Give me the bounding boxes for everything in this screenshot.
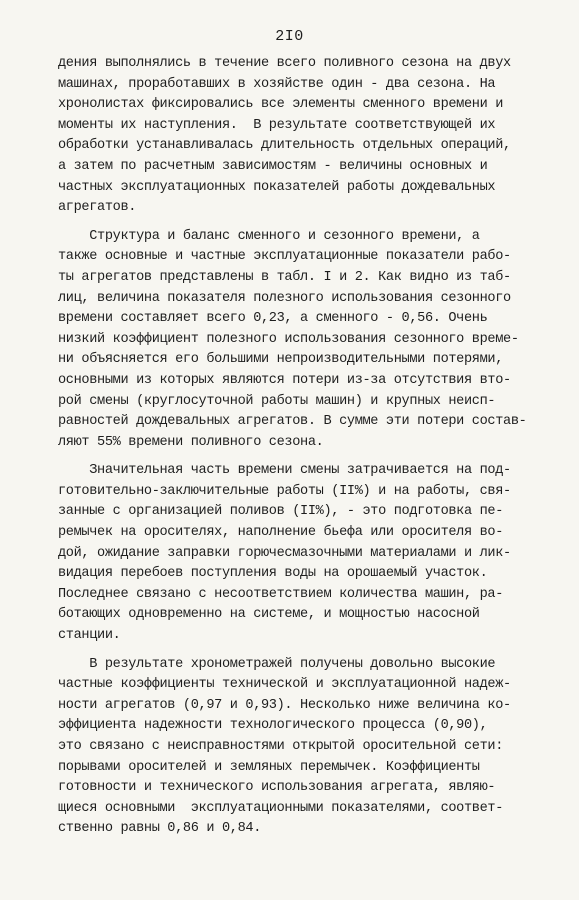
text-line: ни объясняется его большими непроизводительными потерями, <box>58 352 504 368</box>
text-line: частные коэффициенты технической и эксплуатационной надеж- <box>58 677 511 693</box>
paragraph <box>58 227 538 454</box>
text-line: станции. <box>58 628 121 644</box>
text-line: моменты их наступления. В результате соответствующей их <box>58 117 496 133</box>
page-number: 2I0 <box>275 28 304 45</box>
text-line: низкий коэффициент полезного использования сезонного време- <box>58 331 519 347</box>
text-line: ты агрегатов представлены в табл. I и 2. Как видно из таб- <box>58 269 511 285</box>
paragraph <box>58 461 538 646</box>
paragraph <box>58 54 538 219</box>
text-line: ботающих одновременно на системе, и мощностью насосной <box>58 607 480 623</box>
text-line: это связано с неисправностями открытой оросительной сети: <box>58 739 504 754</box>
text-line: Структура и баланс сменного и сезонного времени, а <box>58 228 480 244</box>
body-text <box>58 54 538 840</box>
paragraph-spacer <box>58 647 538 655</box>
text-line: рой смены (круглосуточной работы машин) и крупных неисп- <box>58 393 496 409</box>
text-line: готовительно-заключительные работы (II%) и на работы, свя- <box>58 483 511 499</box>
text-line: частных эксплуатационных показателей работы дождевальных <box>58 179 496 195</box>
text-line: занные с организацией поливов (II%), - это подготовка пе- <box>58 504 504 520</box>
text-line: лиц, величина показателя полезного использования сезонного <box>58 290 511 306</box>
text-line: дой, ожидание заправки горючесмазочными материалами и лик- <box>58 545 511 561</box>
text-line: порывами оросителей и земляных перемычек. Коэффициенты <box>58 759 480 775</box>
text-line: дения выполнялись в течение всего поливного сезона на двух <box>58 56 511 71</box>
paragraph-spacer <box>58 219 538 227</box>
text-line: В результате хронометражей получены довольно высокие <box>58 656 496 672</box>
text-line: видация перебоев поступления воды на орошаемый участок. <box>58 566 488 582</box>
text-line: равностей дождевальных агрегатов. В сумме эти потери состав- <box>58 414 527 430</box>
text-line: также основные и частные эксплуатационные показатели рабо- <box>58 249 511 265</box>
text-line: ляют 55% времени поливного сезона. <box>58 434 324 450</box>
text-line: Значительная часть времени смены затрачивается на под- <box>58 463 511 479</box>
text-line: эффициента надежности технологического процесса (0,90), <box>58 718 488 734</box>
paragraph-spacer <box>58 453 538 461</box>
text-line: хронолистах фиксировались все элементы сменного времени и <box>58 97 504 113</box>
text-line: готовности и технического использования агрегата, являю- <box>58 780 496 796</box>
text-line: ремычек на оросителях, наполнение бьефа или оросителя во- <box>58 525 504 541</box>
text-line: основными из которых являются потери из-за отсутствия вто- <box>58 372 511 388</box>
text-line: времени составляет всего 0,23, а сменного - 0,56. Очень <box>58 311 488 327</box>
text-line: ственно равны 0,86 и 0,84. <box>58 821 261 837</box>
paragraph <box>58 655 538 840</box>
text-line: обработки устанавливалась длительность отдельных операций, <box>58 138 511 154</box>
text-line: ности агрегатов (0,97 и 0,93). Несколько ниже величина ко- <box>58 697 511 713</box>
text-line: агрегатов. <box>58 200 137 216</box>
text-line: щиеся основными эксплуатационными показателями, соответ- <box>58 800 504 816</box>
text-line: машинах, проработавших в хозяйстве один - два сезона. На <box>58 76 496 92</box>
text-line: Последнее связано с несоответствием количества машин, ра- <box>58 586 504 602</box>
text-line: а затем по расчетным зависимостям - величины основных и <box>58 158 488 174</box>
